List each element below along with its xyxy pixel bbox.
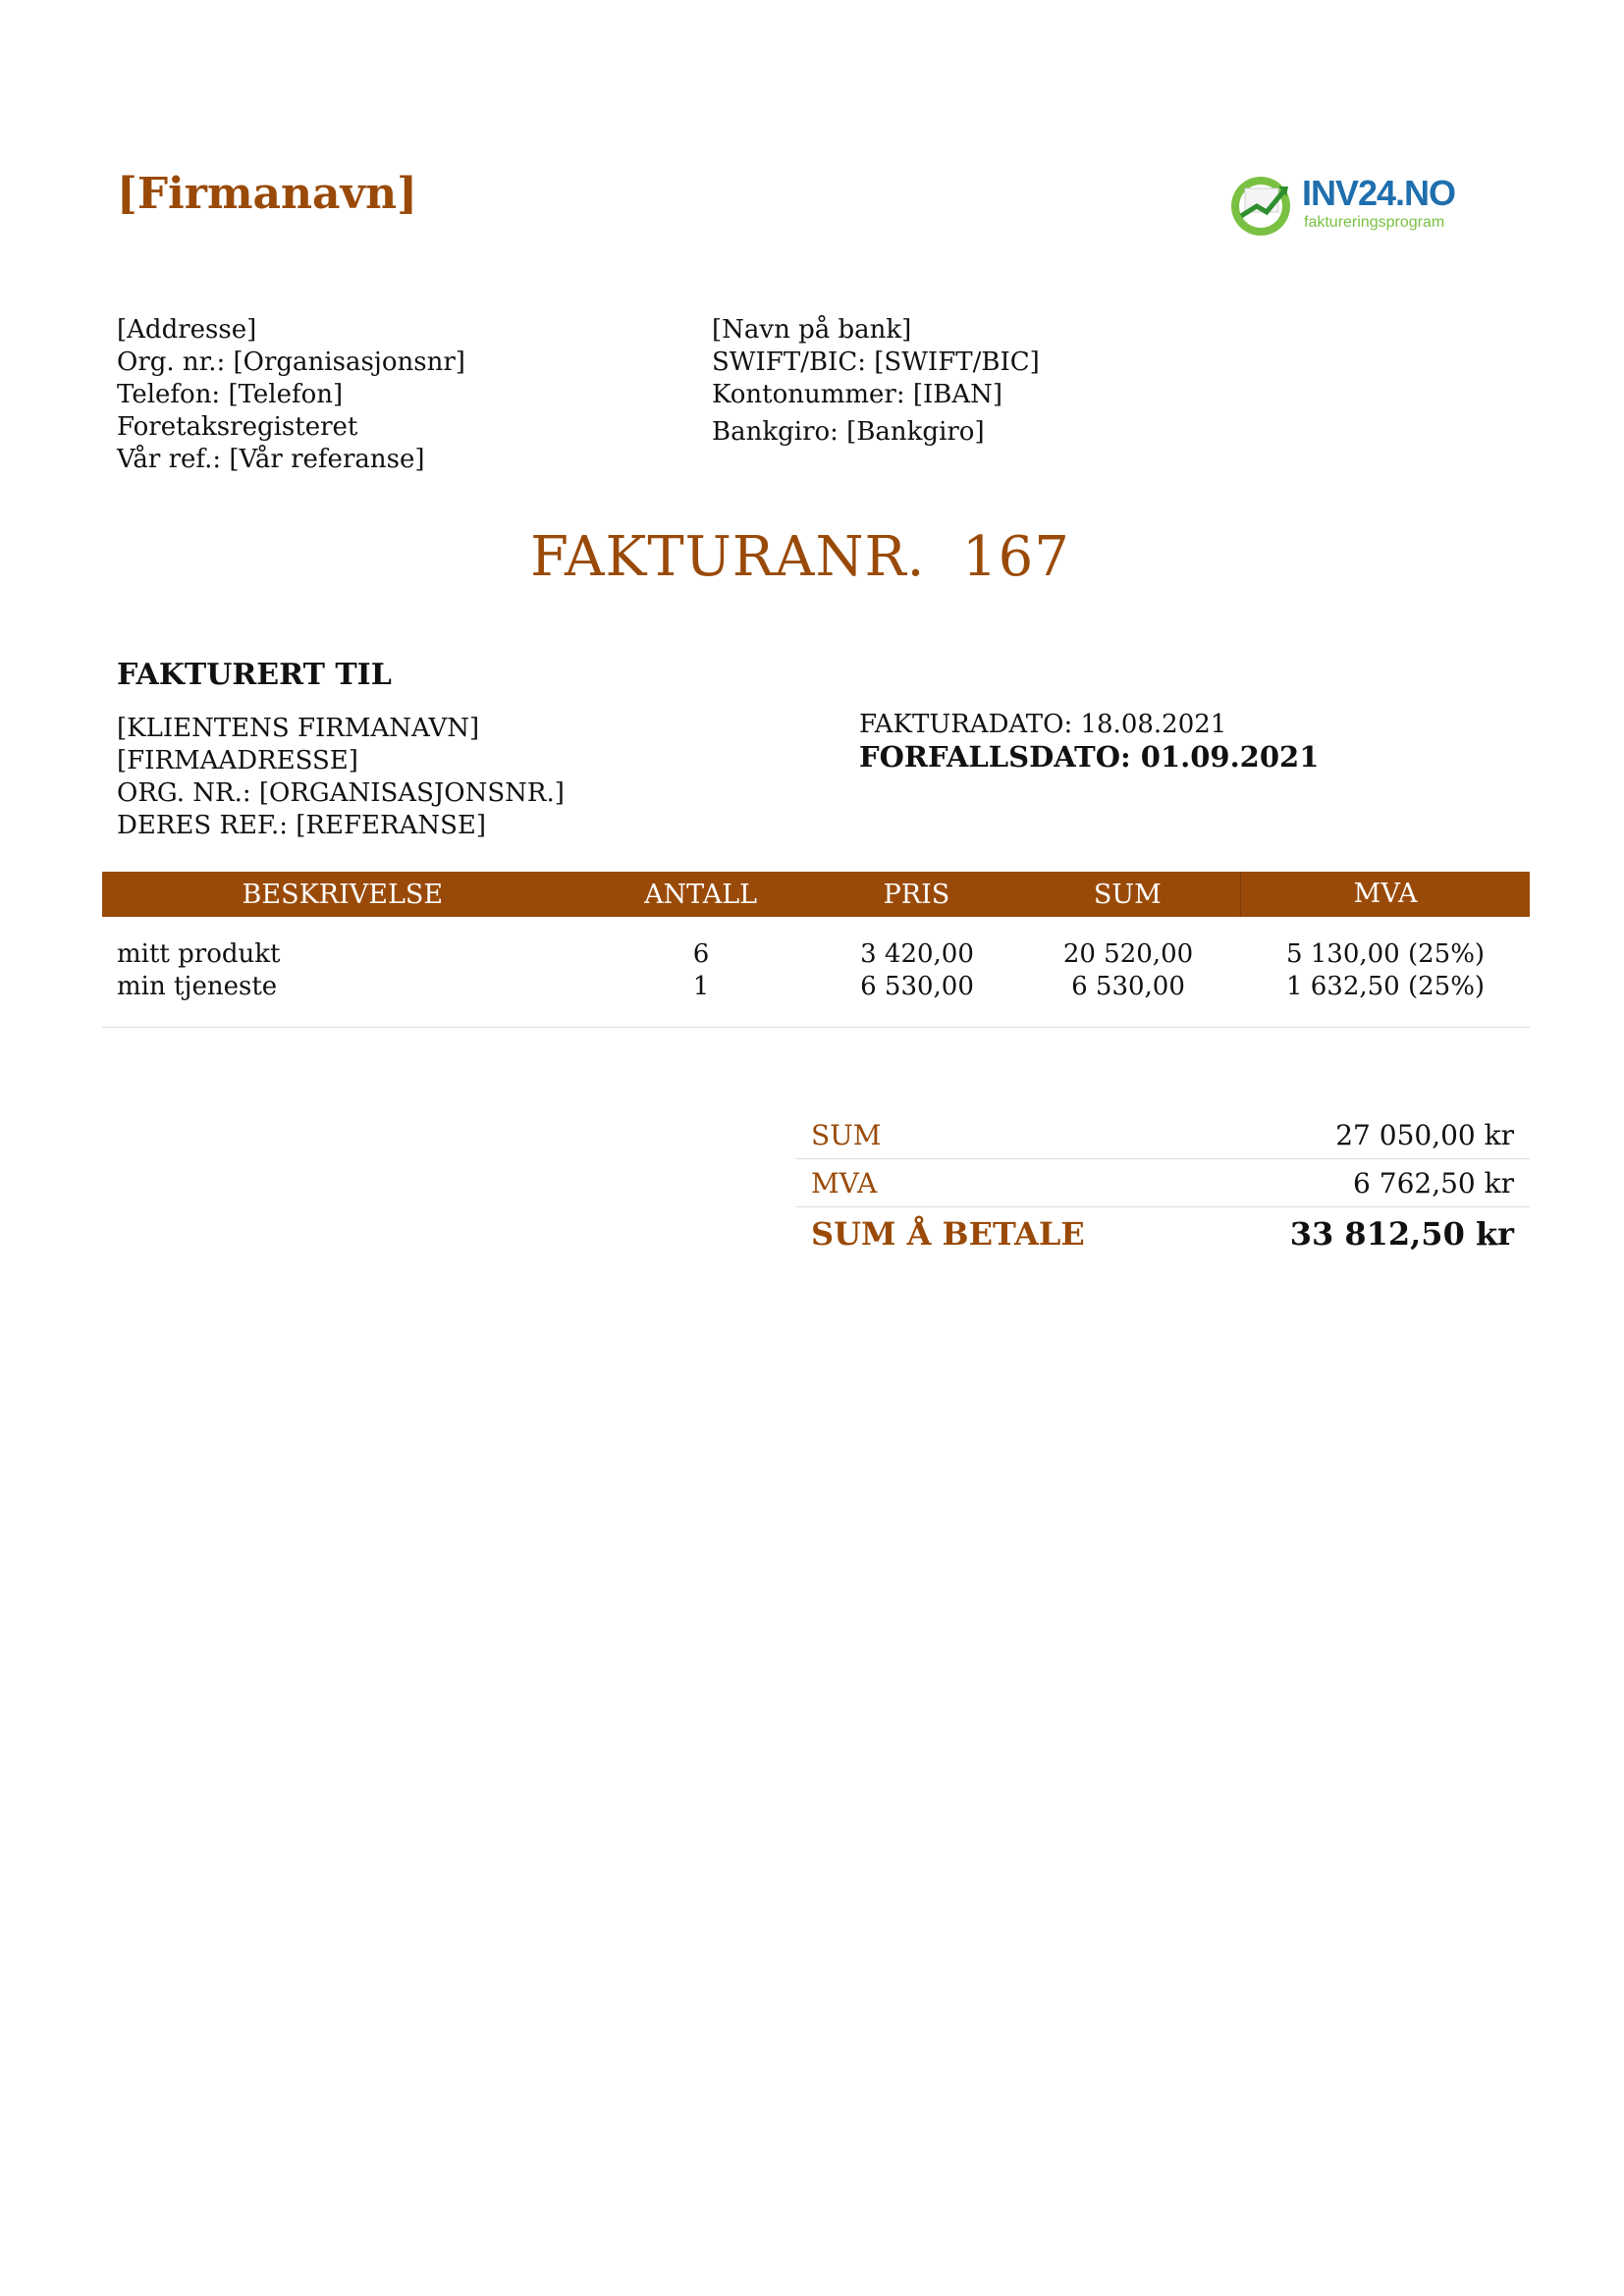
totals-due-row [795,1207,1530,1260]
due-date: FORFALLSDATO: 01.09.2021 [859,740,1320,774]
header-vat: MVA [1240,872,1530,917]
client-info [117,713,565,842]
totals-sum-label: SUM [811,1118,882,1151]
row-vat: 1 632,50 (25%) [1285,972,1486,1001]
client-reference: DERES REF.: [REFERANSE] [117,811,487,840]
row-price: 3 420,00 [860,939,974,969]
row-sum: 6 530,00 [1071,972,1185,1001]
client-company: [KLIENTENS FIRMANAVN] [117,714,480,743]
company-address: [Addresse] [117,315,257,345]
header-price: PRIS [883,879,950,910]
row-quantity: 6 [692,939,710,969]
logo-text: INV24.NO [1302,173,1456,213]
company-info [117,314,465,476]
totals-vat-row [795,1159,1530,1207]
company-register: Foretaksregisteret [117,412,358,442]
company-logo [1227,167,1456,243]
totals-vat-label: MVA [811,1166,878,1200]
row-vat: 5 130,00 (25%) [1285,939,1486,969]
row-price: 6 530,00 [860,972,974,1001]
table-row [102,971,1530,1003]
bank-account: Kontonummer: [IBAN] [712,380,1003,409]
company-phone: Telefon: [Telefon] [117,380,344,409]
invoice-date: FAKTURADATO: 18.08.2021 [859,710,1227,739]
bank-info [712,314,1040,449]
header-description: BESKRIVELSE [242,879,444,910]
company-reference: Vår ref.: [Vår referanse] [117,445,425,474]
totals [795,1111,1530,1260]
client-org-nr: ORG. NR.: [ORGANISASJONSNR.] [117,778,565,808]
invoice-dates [859,709,1319,774]
totals-vat-value: 6 762,50 kr [1353,1166,1514,1200]
row-sum: 20 520,00 [1062,939,1194,969]
totals-due-value: 33 812,50 kr [1289,1215,1514,1253]
items-table [102,872,1530,1028]
table-header [102,872,1530,917]
company-org-nr: Org. nr.: [Organisasjonsnr] [117,347,465,377]
client-address: [FIRMAADRESSE] [117,746,358,775]
totals-due-label: SUM Å BETALE [811,1215,1085,1253]
invoice-title: FAKTURANR. 167 [530,525,1070,589]
billed-to-heading: FAKTURERT TIL [117,658,392,692]
logo-subtext: faktureringsprogram [1304,214,1445,231]
bank-giro: Bankgiro: [Bankgiro] [712,417,985,447]
table-body [102,917,1530,1028]
row-quantity: 1 [692,972,710,1001]
company-name: [Firmanavn] [117,169,417,219]
totals-sum-row [795,1111,1530,1159]
totals-sum-value: 27 050,00 kr [1335,1118,1514,1151]
header-quantity: ANTALL [644,879,758,910]
bank-swift: SWIFT/BIC: [SWIFT/BIC] [712,347,1040,377]
row-description: mitt produkt [117,939,281,969]
header-sum: SUM [1093,879,1162,910]
bank-name: [Navn på bank] [712,315,912,345]
table-row [102,938,1530,971]
row-description: min tjeneste [117,972,278,1001]
